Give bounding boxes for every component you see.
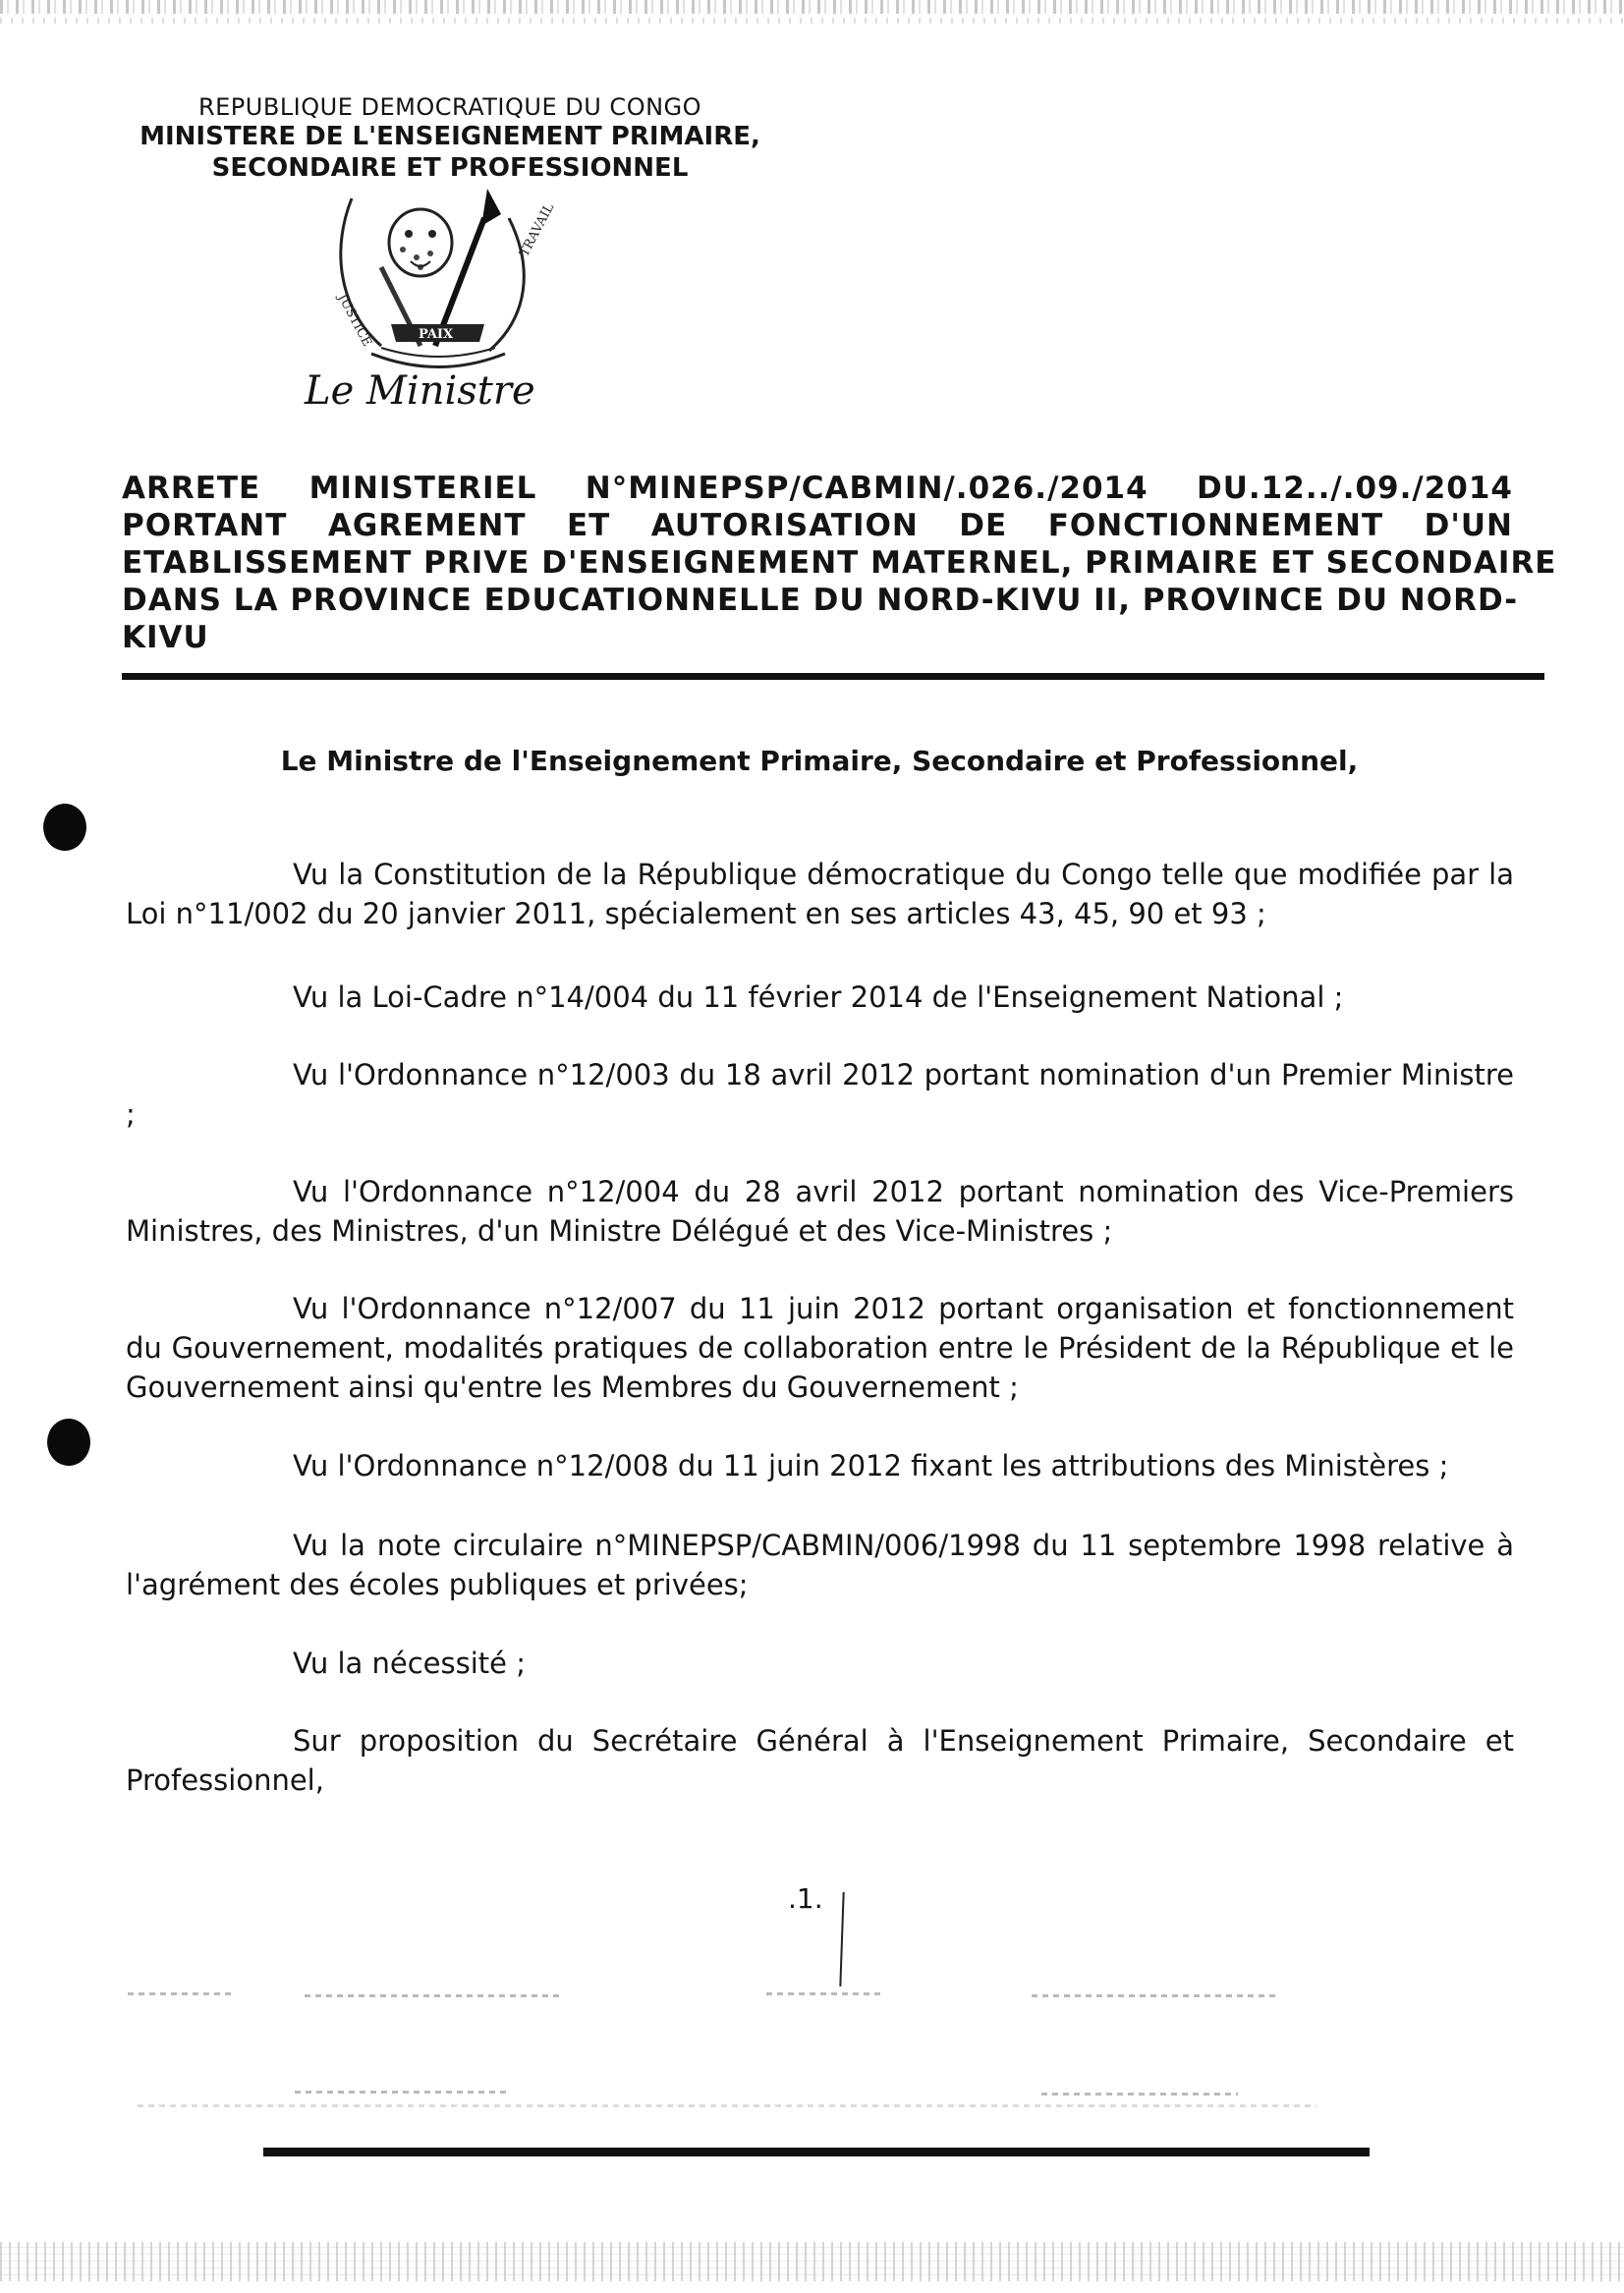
punch-hole	[47, 1419, 90, 1466]
title-line: KIVU	[122, 620, 209, 655]
title-line: DANS LA PROVINCE EDUCATIONNELLE DU NORD-KIVU II, PROVINCE DU NORD-	[122, 583, 1519, 618]
scan-artifact	[766, 1992, 884, 1995]
considerant-paragraph: Vu l'Ordonnance n°12/007 du 11 juin 2012 portant organisation et fonctionnement du Gouvernement, modalités pratiques de collaboration entre le Président de la République et le Gouvernement ainsi qu'entre les Membres du Gouvernement ;	[126, 1292, 1514, 1404]
motto-center: PAIX	[419, 327, 454, 342]
considerant-paragraph: Vu la Loi-Cadre n°14/004 du 11 février 2014 de l'Enseignement National ;	[293, 980, 1344, 1014]
title-line: PORTANT AGREMENT ET AUTORISATION DE FONCTIONNEMENT D'UN	[122, 508, 1513, 543]
footer-divider	[263, 2148, 1370, 2156]
scan-noise-top	[0, 0, 1624, 14]
scan-artifact	[305, 1994, 560, 1997]
considerant-paragraph: Vu la note circulaire n°MINEPSP/CABMIN/006/1998 du 11 septembre 1998 relative à l'agrément des écoles publiques et privées;	[126, 1529, 1514, 1601]
leopard-head-icon	[389, 209, 452, 276]
coat-of-arms-emblem	[312, 189, 564, 381]
considerant-paragraph: Vu l'Ordonnance n°12/003 du 18 avril 2012 portant nomination d'un Premier Ministre ;	[126, 1058, 1514, 1131]
considerant-paragraph: Sur proposition du Secrétaire Général à l'Enseignement Primaire, Secondaire et Professionnel,	[126, 1724, 1514, 1797]
scan-noise-top-2	[0, 18, 1624, 24]
scan-noise-bottom	[0, 2242, 1624, 2281]
spear-icon	[435, 189, 501, 346]
considerant-paragraph: Vu la nécessité ;	[293, 1647, 526, 1680]
considerant-paragraph: Vu l'Ordonnance n°12/004 du 28 avril 2012 portant nomination des Vice-Premiers Ministres, des Ministres, d'un Ministre Délégué et des Vice-Ministres ;	[126, 1175, 1514, 1248]
letterhead	[116, 93, 784, 184]
handwritten-stroke	[839, 1892, 844, 1986]
title-line: ARRETE MINISTERIEL N°MINEPSP/CABMIN/.026./2014 DU.12../.09./2014	[122, 471, 1513, 506]
scan-artifact	[1041, 2093, 1238, 2096]
considerant-paragraph: Vu l'Ordonnance n°12/008 du 11 juin 2012 fixant les attributions des Ministères ;	[293, 1449, 1449, 1482]
ministry-name-line2: SECONDAIRE ET PROFESSIONNEL	[211, 153, 689, 183]
motto-left: JUSTICE	[334, 291, 375, 350]
minister-title: Le Ministre	[305, 368, 535, 414]
ministry-name-line1: MINISTERE DE L'ENSEIGNEMENT PRIMAIRE,	[140, 122, 760, 151]
decree-title	[122, 470, 1557, 656]
considerant-paragraph: Vu la Constitution de la République démocratique du Congo telle que modifiée par la Loi n°11/002 du 20 janvier 2011, spécialement en ses articles 43, 45, 90 et 93 ;	[126, 858, 1514, 930]
scan-artifact	[128, 1992, 236, 1995]
page-number: .1.	[788, 1882, 823, 1915]
motto-right: TRAVAIL	[517, 200, 558, 259]
punch-hole	[43, 804, 86, 851]
scan-artifact	[295, 2091, 511, 2094]
scan-artifact	[1032, 1994, 1277, 1997]
title-line: ETABLISSEMENT PRIVE D'ENSEIGNEMENT MATERNEL, PRIMAIRE ET SECONDAIRE	[122, 545, 1557, 581]
scan-artifact	[138, 2104, 1316, 2107]
title-divider	[122, 673, 1544, 680]
decree-intro: Le Ministre de l'Enseignement Primaire, Secondaire et Professionnel,	[280, 745, 1359, 777]
country-name: REPUBLIQUE DEMOCRATIQUE DU CONGO	[197, 93, 702, 121]
